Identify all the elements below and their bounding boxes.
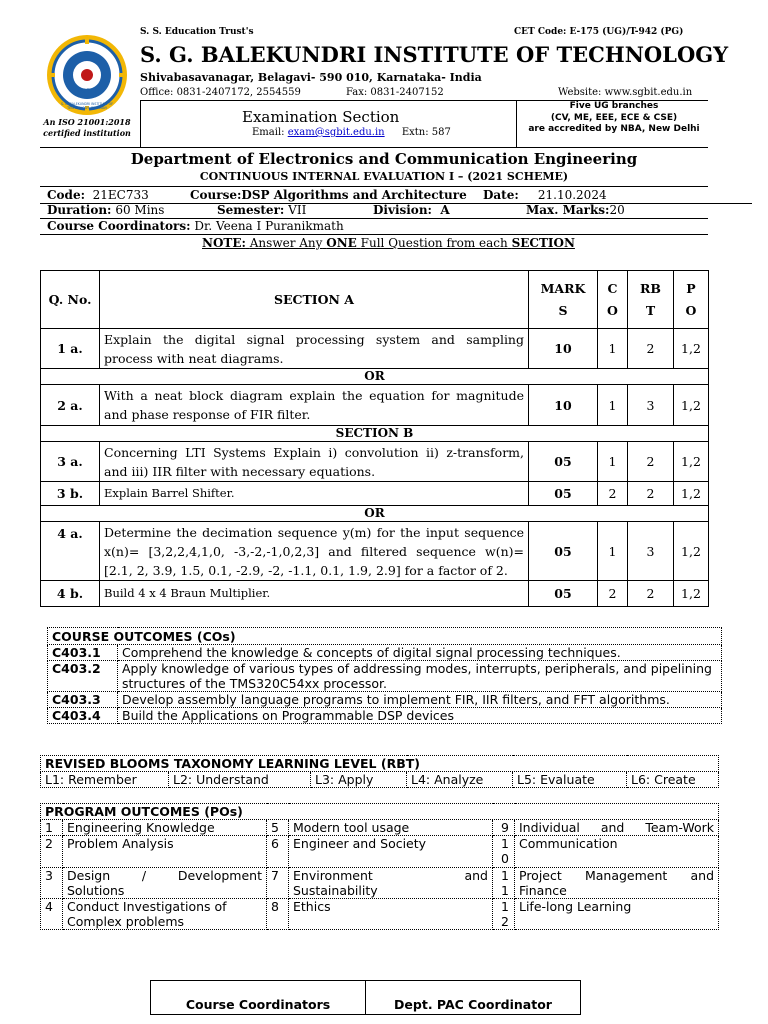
po-text: Problem Analysis (63, 836, 267, 868)
ug-line-2: (CV, ME, EEE, ECE & CSE) (550, 112, 678, 123)
co-row (48, 708, 722, 724)
rbt-level: L4: Analyze (407, 772, 513, 788)
rbt-table (40, 755, 719, 788)
duration-label: Duration: (47, 203, 112, 217)
or-separator: OR (41, 506, 709, 522)
co-row (48, 692, 722, 708)
table-row (41, 442, 709, 482)
question-text: Build 4 x 4 Braun Multiplier. (100, 581, 529, 607)
po-text: Life-long Learning (515, 899, 719, 930)
po-number: 10 (493, 836, 515, 868)
question-co: 1 (598, 522, 628, 581)
coordinators-line (47, 219, 344, 233)
question-marks: 05 (529, 522, 598, 581)
question-rbt: 2 (628, 442, 674, 482)
table-row (41, 482, 709, 506)
question-po: 1,2 (674, 329, 709, 369)
po-number: 9 (493, 820, 515, 836)
note-pre: Answer Any (249, 236, 323, 250)
question-po: 1,2 (674, 385, 709, 426)
section-b-header: SECTION B (41, 426, 709, 442)
question-number: 1 a. (41, 329, 100, 369)
division-label: Division: (373, 203, 432, 217)
institute-name: S. G. BALEKUNDRI INSTITUTE OF TECHNOLOGY (140, 42, 729, 67)
semester-line (217, 203, 306, 217)
rbt-level: L1: Remember (41, 772, 169, 788)
pac-coordinator-signature: Dept. PAC Coordinator (366, 981, 581, 1015)
institute-address: Shivabasavanagar, Belagavi- 590 010, Karnataka- India (140, 71, 482, 84)
section-b-row (41, 426, 709, 442)
co-text: Apply knowledge of various types of addressing modes, interrupts, peripherals, and pipelining structures of the TMS320C54xx processor. (118, 661, 722, 692)
question-po: 1,2 (674, 442, 709, 482)
nba-accreditation (520, 101, 708, 136)
question-number: 2 a. (41, 385, 100, 426)
po-text: Engineer and Society (289, 836, 493, 868)
question-number: 3 b. (41, 482, 100, 506)
question-co: 1 (598, 385, 628, 426)
ug-line-1: Five UG branches (569, 101, 659, 111)
question-rbt: 2 (628, 329, 674, 369)
po-number: 5 (267, 820, 289, 836)
question-marks: 10 (529, 385, 598, 426)
po-row (41, 820, 719, 836)
logo-text: SGBIT (76, 88, 98, 95)
co-header (598, 271, 628, 329)
po-number: 8 (267, 899, 289, 930)
question-text: Explain Barrel Shifter. (100, 482, 529, 506)
course-line (190, 188, 467, 202)
co-text: Develop assembly language programs to implement FIR, IIR filters, and FFT algorithms. (118, 692, 722, 708)
question-po: 1,2 (674, 482, 709, 506)
or-separator: OR (41, 369, 709, 385)
co-text: Comprehend the knowledge & concepts of digital signal processing techniques. (118, 645, 722, 661)
co-id: C403.4 (48, 708, 118, 724)
table-row (41, 385, 709, 426)
extension: Extn: 587 (401, 127, 451, 138)
rbt-level: L3: Apply (311, 772, 407, 788)
or-row (41, 506, 709, 522)
info-rule-1 (40, 186, 708, 187)
po-text: Conduct Investigations of Complex problems (63, 899, 267, 930)
co-row (48, 645, 722, 661)
info-rule-4 (40, 234, 708, 235)
po-row (41, 836, 719, 868)
question-number: 4 a. (41, 522, 100, 581)
po-text: Modern tool usage (289, 820, 493, 836)
note-mid: Full Question from each (360, 236, 508, 250)
program-outcomes-table (40, 803, 719, 930)
question-co: 2 (598, 482, 628, 506)
question-text: Concerning LTI Systems Explain i) convolution ii) z-transform, and iii) IIR filter with necessary equations. (100, 442, 529, 482)
ug-line-3: are accredited by NBA, New Delhi (528, 124, 700, 134)
po-number: 7 (267, 868, 289, 899)
exam-date: 21.10.2024 (537, 188, 607, 202)
course-outcomes-title: COURSE OUTCOMES (COs) (48, 628, 722, 645)
question-co: 2 (598, 581, 628, 607)
header-sep-left (140, 100, 141, 147)
question-co: 1 (598, 442, 628, 482)
rbt-header (628, 271, 674, 329)
co-row (48, 661, 722, 692)
email-line (252, 127, 451, 138)
qno-header: Q. No. (41, 271, 100, 329)
header-bottom-rule (40, 147, 708, 148)
program-outcomes-title: PROGRAM OUTCOMES (POs) (41, 804, 719, 820)
po-text: Ethics (289, 899, 493, 930)
website[interactable]: Website: www.sgbit.edu.in (558, 87, 693, 98)
date-label: Date: (483, 188, 519, 202)
question-marks: 05 (529, 442, 598, 482)
rbt-level: L2: Understand (169, 772, 311, 788)
max-marks: 20 (609, 203, 625, 217)
question-po: 1,2 (674, 522, 709, 581)
table-row (41, 329, 709, 369)
po-text: Communication (515, 836, 719, 868)
max-marks-label: Max. Marks: (526, 203, 610, 217)
co-id: C403.3 (48, 692, 118, 708)
trust-name: S. S. Education Trust's (140, 27, 254, 37)
po-header (674, 271, 709, 329)
po-row (41, 868, 719, 899)
signature-table (150, 980, 581, 1015)
question-number: 4 b. (41, 581, 100, 607)
po-text: Engineering Knowledge (63, 820, 267, 836)
question-rbt: 3 (628, 522, 674, 581)
question-text: Explain the digital signal processing system and sampling process with neat diagrams. (100, 329, 529, 369)
po-text: Project Management and Finance (515, 868, 719, 899)
coordinators: Dr. Veena I Puranikmath (194, 219, 344, 233)
co-header-1: C (607, 280, 618, 296)
fax-number: Fax: 0831-2407152 (346, 87, 444, 98)
question-table (40, 270, 709, 607)
po-text: Environment and Sustainability (289, 868, 493, 899)
header-sep-right (516, 100, 517, 147)
po-text: Design / Development Solutions (63, 868, 267, 899)
rbt-level: L5: Evaluate (513, 772, 627, 788)
marks-header-1: MARK (540, 280, 586, 296)
question-marks: 05 (529, 581, 598, 607)
po-number: 1 (41, 820, 63, 836)
note-label: NOTE: (202, 236, 246, 250)
po-number: 2 (41, 836, 63, 868)
institute-logo (42, 34, 132, 116)
duration: 60 Mins (115, 203, 165, 217)
question-marks: 10 (529, 329, 598, 369)
office-phone: Office: 0831-2407172, 2554559 (140, 87, 301, 98)
po-header-1: P (686, 280, 696, 296)
cie-title: CONTINUOUS INTERNAL EVALUATION I – (2021 SCHEME) (199, 170, 569, 183)
co-id: C403.2 (48, 661, 118, 692)
coordinators-label: Course Coordinators: (47, 219, 191, 233)
iso-certification: An ISO 21001:2018 certified institution (43, 117, 131, 138)
semester: VII (288, 203, 307, 217)
table-row (41, 581, 709, 607)
marks-header (529, 271, 598, 329)
po-text: Individual and Team-Work (515, 820, 719, 836)
rbt-header-2: T (645, 302, 656, 318)
logo-ring-text: S. G. BALEKUNDRI INSTITUTE OF TECHNOLOGY, BELAGAVI (61, 102, 113, 110)
po-number: 11 (493, 868, 515, 899)
co-header-2: O (607, 302, 618, 318)
semester-label: Semester: (217, 203, 285, 217)
course-name: DSP Algorithms and Architecture (241, 188, 467, 202)
course-coordinators-signature: Course Coordinators (151, 981, 366, 1015)
examination-section: Examination Section (242, 108, 400, 126)
email-label: Email: (252, 127, 285, 138)
po-number: 6 (267, 836, 289, 868)
question-text: With a neat block diagram explain the equation for magnitude and phase response of FIR filter. (100, 385, 529, 426)
code-line (47, 188, 149, 202)
course-label: Course: (190, 188, 242, 202)
note-line (202, 236, 575, 250)
co-id: C403.1 (48, 645, 118, 661)
question-co: 1 (598, 329, 628, 369)
max-marks-line (526, 203, 625, 217)
rbt-level: L6: Create (627, 772, 719, 788)
note-one: ONE (326, 236, 357, 250)
email-link[interactable]: exam@sgbit.edu.in (287, 127, 385, 138)
question-rbt: 2 (628, 581, 674, 607)
question-rbt: 2 (628, 482, 674, 506)
question-text: Determine the decimation sequence y(m) for the input sequence x(n)= [3,2,2,4,1,0, -3,-2,-1,0,2,3] and filtered sequence w(n)= [2.1, 2, 3.9, 1.5, 0.1, -2.9, -2, -1.1, 0.1, 1.9, 2.9] for a factor of 2. (100, 522, 529, 581)
question-po: 1,2 (674, 581, 709, 607)
question-number: 3 a. (41, 442, 100, 482)
division: A (440, 203, 450, 217)
code-label: Code: (47, 188, 86, 202)
table-row (41, 522, 709, 581)
rbt-header-1: RB (640, 280, 661, 296)
co-text: Build the Applications on Programmable DSP devices (118, 708, 722, 724)
cet-code: CET Code: E-175 (UG)/T-942 (PG) (514, 27, 684, 37)
po-number: 4 (41, 899, 63, 930)
division-line (373, 203, 450, 217)
section-a-header: SECTION A (100, 271, 529, 329)
date-line (483, 188, 607, 202)
table-header-row (41, 271, 709, 329)
po-number: 3 (41, 868, 63, 899)
po-number: 12 (493, 899, 515, 930)
course-outcomes-table (47, 627, 722, 724)
course-code: 21EC733 (92, 188, 149, 202)
question-rbt: 3 (628, 385, 674, 426)
rbt-levels-row (41, 772, 719, 788)
or-row (41, 369, 709, 385)
rbt-title: REVISED BLOOMS TAXONOMY LEARNING LEVEL (RBT) (41, 756, 719, 772)
duration-line (47, 203, 164, 217)
po-row (41, 899, 719, 930)
department-title: Department of Electronics and Communication Engineering (130, 150, 638, 168)
question-marks: 05 (529, 482, 598, 506)
po-header-2: O (685, 302, 697, 318)
marks-header-2: S (558, 302, 568, 318)
note-section: SECTION (511, 236, 575, 250)
